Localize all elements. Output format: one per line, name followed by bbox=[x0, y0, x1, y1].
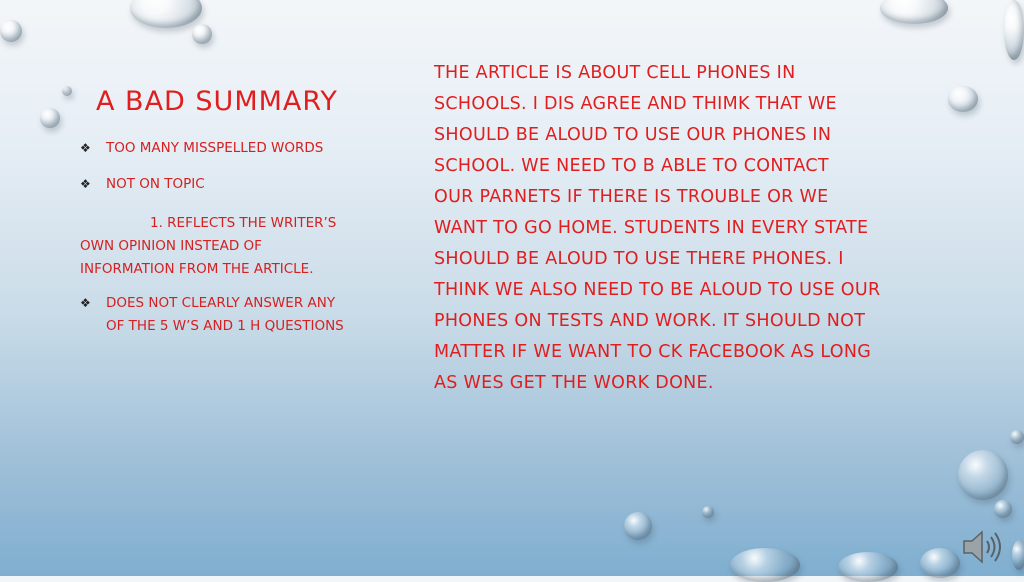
water-drop-decoration bbox=[1010, 430, 1024, 444]
water-drop-decoration bbox=[920, 548, 960, 578]
water-drop-decoration bbox=[994, 500, 1012, 518]
bullet-text: NOT ON TOPIC bbox=[106, 176, 205, 192]
example-line: THINK WE ALSO NEED TO BE ALOUD TO USE OUR bbox=[434, 280, 881, 300]
bullet-text: OF THE 5 W’S AND 1 H QUESTIONS bbox=[106, 318, 344, 334]
bullet-marker-icon: ❖ bbox=[80, 141, 91, 155]
water-drop-decoration bbox=[62, 86, 72, 96]
sub-bullet-line: INFORMATION FROM THE ARTICLE. bbox=[80, 261, 314, 277]
water-drop-decoration bbox=[40, 108, 60, 128]
water-drop-decoration bbox=[0, 20, 22, 42]
water-drop-decoration bbox=[130, 0, 202, 28]
example-summary-text bbox=[434, 58, 974, 399]
bullet-item bbox=[80, 176, 205, 192]
water-drop-decoration bbox=[1004, 0, 1024, 60]
water-drop-decoration bbox=[624, 512, 652, 540]
bullet-marker-icon: ❖ bbox=[80, 177, 91, 191]
slide-title: A BAD SUMMARY bbox=[96, 86, 338, 117]
example-line: AS WES GET THE WORK DONE. bbox=[434, 373, 714, 393]
water-drop-decoration bbox=[1012, 540, 1024, 570]
example-line: THE ARTICLE IS ABOUT CELL PHONES IN bbox=[434, 63, 796, 83]
example-line: WANT TO GO HOME. STUDENTS IN EVERY STATE bbox=[434, 218, 869, 238]
speaker-icon[interactable] bbox=[960, 527, 1004, 571]
sub-bullet-line: 1. REFLECTS THE WRITER’S bbox=[150, 215, 337, 231]
bullet-text: TOO MANY MISSPELLED WORDS bbox=[106, 140, 324, 156]
water-drop-decoration bbox=[702, 506, 714, 518]
bullet-marker-icon: ❖ bbox=[80, 296, 91, 310]
example-line: PHONES ON TESTS AND WORK. IT SHOULD NOT bbox=[434, 311, 866, 331]
water-drop-decoration bbox=[730, 548, 800, 582]
example-line: MATTER IF WE WANT TO CK FACEBOOK AS LONG bbox=[434, 342, 872, 362]
bullet-item bbox=[80, 140, 323, 156]
example-line: OUR PARNETS IF THERE IS TROUBLE OR WE bbox=[434, 187, 829, 207]
water-drop-decoration bbox=[192, 24, 212, 44]
example-line: SCHOOL. WE NEED TO B ABLE TO CONTACT bbox=[434, 156, 829, 176]
water-drop-decoration bbox=[880, 0, 948, 24]
example-line: SHOULD BE ALOUD TO USE OUR PHONES IN bbox=[434, 125, 832, 145]
bullet-text: DOES NOT CLEARLY ANSWER ANY bbox=[106, 295, 336, 311]
example-line: SCHOOLS. I DIS AGREE AND THIMK THAT WE bbox=[434, 94, 837, 114]
water-drop-decoration bbox=[838, 552, 898, 582]
bullet-item bbox=[80, 292, 344, 338]
sub-bullet bbox=[80, 212, 400, 281]
example-line: SHOULD BE ALOUD TO USE THERE PHONES. I bbox=[434, 249, 844, 269]
water-drop-decoration bbox=[958, 450, 1008, 500]
sub-bullet-line: OWN OPINION INSTEAD OF bbox=[80, 238, 262, 254]
